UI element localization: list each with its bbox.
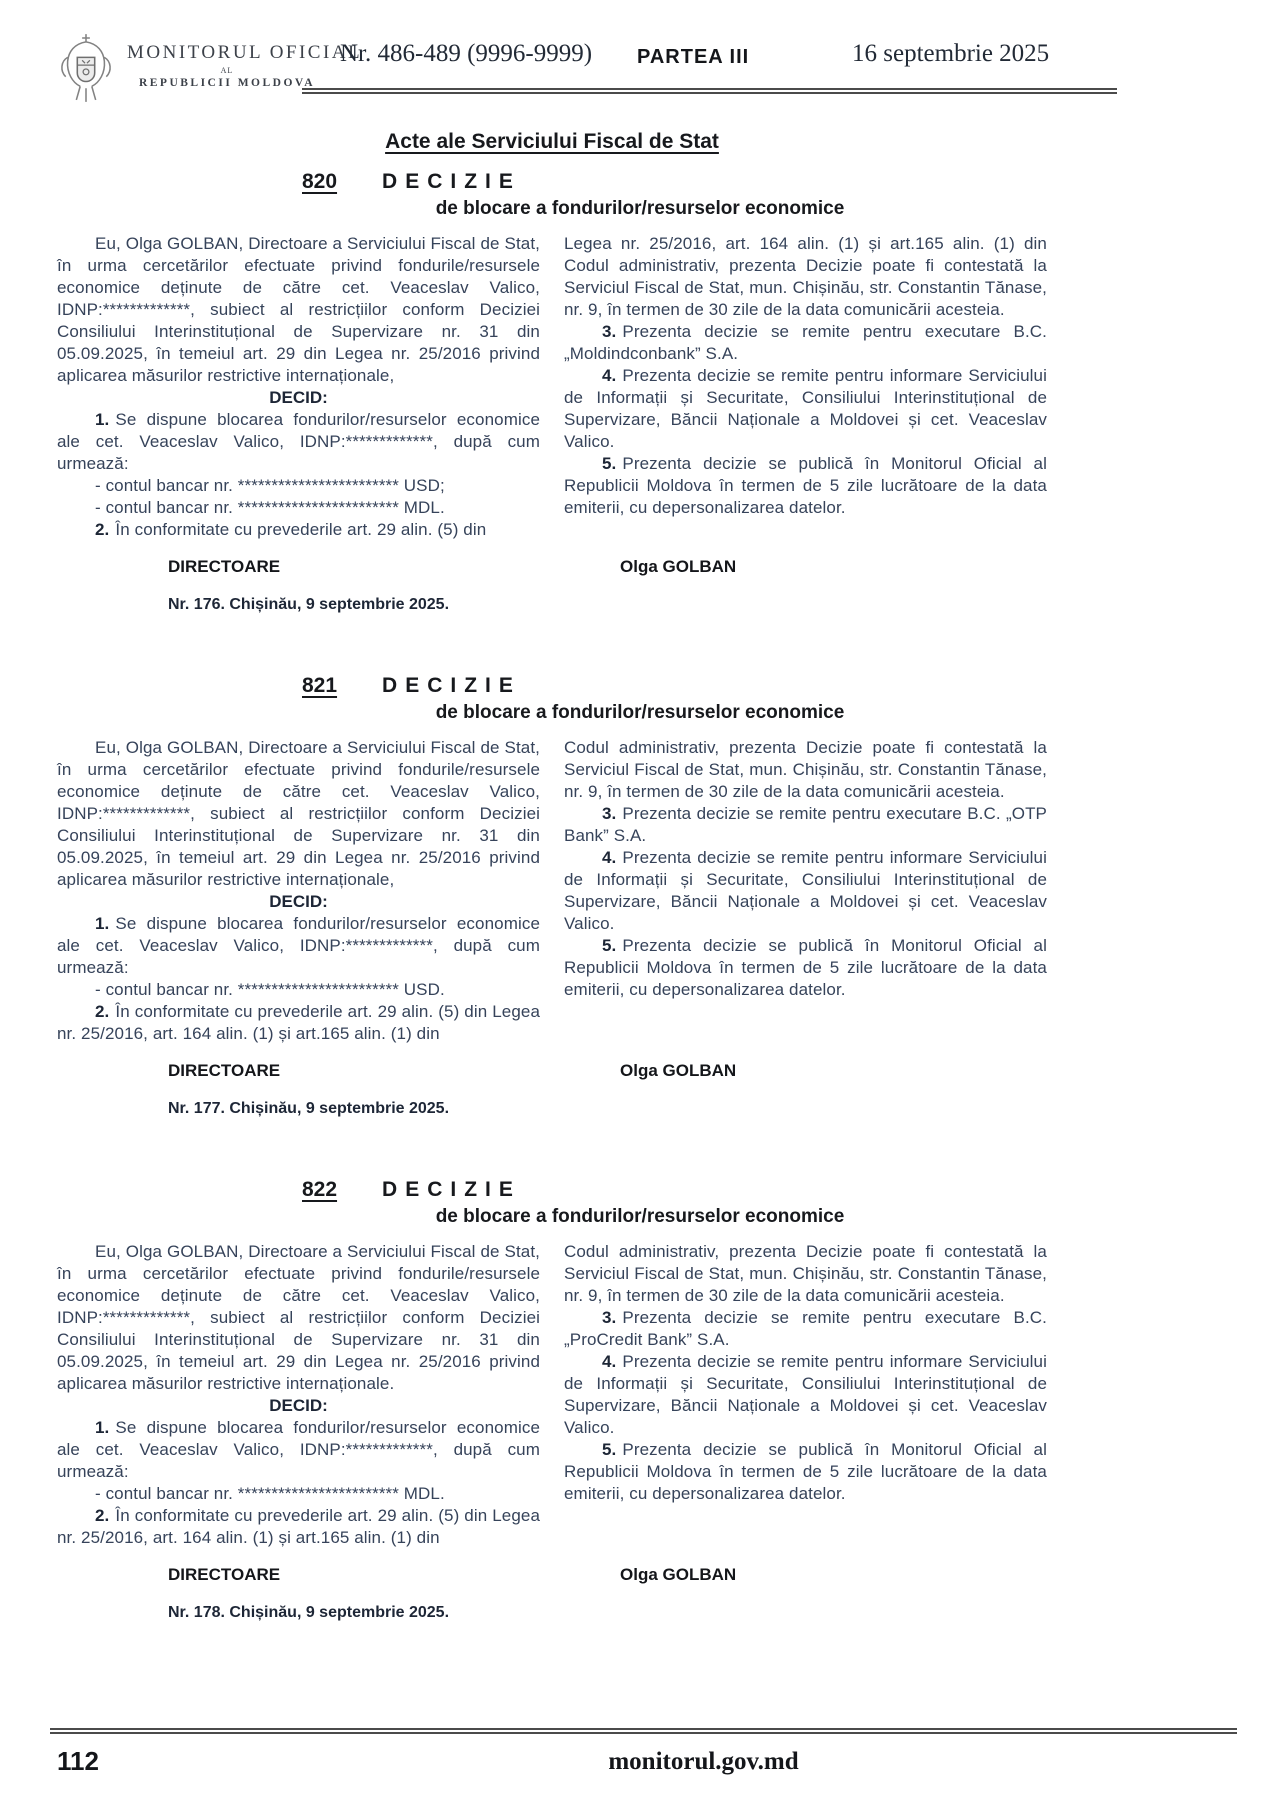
left-column: [57, 233, 540, 541]
issue-number: Nr. 486-489 (9996-9999): [340, 40, 593, 67]
decision-title: DECIZIE: [382, 1178, 521, 1201]
decision-heading: [57, 1178, 1047, 1202]
page-number: 112: [57, 1746, 99, 1776]
right-column: [564, 1241, 1047, 1549]
paragraph: 1. Se dispune blocarea fondurilor/resurselor economice ale cet. Veaceslav Valico, IDNP:*************, după cum urmează:: [57, 914, 540, 977]
account-line: - contul bancar nr. ************************ MDL.: [95, 1484, 445, 1503]
signature-name: Olga GOLBAN: [620, 1565, 737, 1584]
masthead-rule: [302, 88, 1117, 94]
intro-paragraph: Eu, Olga GOLBAN, Directoare a Serviciului Fiscal de Stat, în urma cercetărilor efectuate privind fondurile/resursele economice deținute de către cet. Veaceslav Valico, IDNP:*************, subiect al restricțiilor conform Deciziei Consiliului Interinstituțional de Supervizare nr. 31 din 05.09.2025, în temeiul art. 29 din Legea nr. 25/2016 privind aplicarea măsurilor restrictive internaționale,: [57, 738, 540, 889]
website-text: monitorul.gov.md: [608, 1748, 799, 1775]
text-area: [57, 130, 1047, 1622]
decision-reference: Nr. 178. Chișinău, 9 septembrie 2025.: [168, 1604, 450, 1621]
decision-body: [57, 1241, 1047, 1549]
brand-line-3: REPUBLICII MOLDOVA: [138, 77, 316, 89]
brand-line-1: MONITORUL OFICIAL: [127, 42, 363, 63]
signature-row: [57, 1061, 1047, 1081]
issue-date: 16 septembrie 2025: [852, 40, 1050, 67]
decid-label: DECID:: [269, 892, 328, 911]
decision-number: 820: [302, 170, 338, 193]
signature-role: DIRECTOARE: [168, 1061, 281, 1080]
left-column: [57, 1241, 540, 1549]
signature-name: Olga GOLBAN: [620, 1061, 737, 1080]
decision-820: [57, 170, 1047, 614]
decision-heading: [57, 170, 1047, 194]
paragraph: 5. Prezenta decizie se publică în Monitorul Oficial al Republicii Moldova în termen de 5 zile lucrătoare de la data emiterii, cu depersonalizarea datelor.: [564, 454, 1047, 517]
right-column: [564, 737, 1047, 1045]
decision-number: 821: [302, 674, 338, 697]
paragraph: 2. În conformitate cu prevederile art. 29 alin. (5) din Legea nr. 25/2016, art. 164 alin. (1) și art.165 alin. (1) din: [57, 1506, 540, 1547]
decision-heading: [57, 674, 1047, 698]
paragraph: 1. Se dispune blocarea fondurilor/resurselor economice ale cet. Veaceslav Valico, IDNP:*************, după cum urmează:: [57, 410, 540, 473]
paragraph: 2. În conformitate cu prevederile art. 29 alin. (5) din Legea nr. 25/2016, art. 164 alin. (1) și art.165 alin. (1) din: [57, 1002, 540, 1043]
section-title: Acte ale Serviciului Fiscal de Stat: [385, 130, 719, 153]
decid-label: DECID:: [269, 388, 328, 407]
account-line: - contul bancar nr. ************************ USD.: [95, 980, 445, 999]
signature-role: DIRECTOARE: [168, 1565, 281, 1584]
decision-reference: Nr. 176. Chișinău, 9 septembrie 2025.: [168, 596, 450, 613]
decision-title: DECIZIE: [382, 170, 521, 193]
masthead: [57, 30, 1235, 116]
decision-subtitle: de blocare a fondurilor/resurselor economice: [435, 702, 845, 723]
paragraph: Legea nr. 25/2016, art. 164 alin. (1) și art.165 alin. (1) din Codul administrativ, prezenta Decizie poate fi contestată la Serviciul Fiscal de Stat, mun. Chișinău, str. Constantin Tănase, nr. 9, în termen de 30 zile de la data comunicării acesteia.: [564, 234, 1047, 319]
signature-role: DIRECTOARE: [168, 557, 281, 576]
decision-title: DECIZIE: [382, 674, 521, 697]
decision-822: [57, 1178, 1047, 1622]
signature-row: [57, 1565, 1047, 1585]
brand-line-2: AL: [220, 66, 234, 75]
right-column: [564, 233, 1047, 541]
signature-row: [57, 557, 1047, 577]
paragraph: 3. Prezenta decizie se remite pentru executare B.C. „Moldindconbank” S.A.: [564, 322, 1047, 363]
coat-of-arms-icon: [57, 32, 115, 104]
paragraph: 3. Prezenta decizie se remite pentru executare B.C. „ProCredit Bank” S.A.: [564, 1308, 1047, 1349]
paragraph: 4. Prezenta decizie se remite pentru informare Serviciului de Informații și Securitate, Consiliului Interinstituțional de Supervizare, Băncii Naționale a Moldovei și cet. Veaceslav Valico.: [564, 848, 1047, 933]
decision-reference: Nr. 177. Chișinău, 9 septembrie 2025.: [168, 1100, 450, 1117]
brand-title: [127, 42, 363, 89]
paragraph: Codul administrativ, prezenta Decizie poate fi contestată la Serviciul Fiscal de Stat, mun. Chișinău, str. Constantin Tănase, nr. 9, în termen de 30 zile de la data comunicării acesteia.: [564, 1242, 1047, 1305]
decision-body: [57, 737, 1047, 1045]
decision-subtitle: de blocare a fondurilor/resurselor economice: [435, 198, 845, 219]
paragraph: 3. Prezenta decizie se remite pentru executare B.C. „OTP Bank” S.A.: [564, 804, 1047, 845]
decision-body: [57, 233, 1047, 541]
paragraph: Codul administrativ, prezenta Decizie poate fi contestată la Serviciul Fiscal de Stat, mun. Chișinău, str. Constantin Tănase, nr. 9, în termen de 30 zile de la data comunicării acesteia.: [564, 738, 1047, 801]
paragraph: 5. Prezenta decizie se publică în Monitorul Oficial al Republicii Moldova în termen de 5 zile lucrătoare de la data emiterii, cu depersonalizarea datelor.: [564, 936, 1047, 999]
intro-paragraph: Eu, Olga GOLBAN, Directoare a Serviciului Fiscal de Stat, în urma cercetărilor efectuate privind fondurile/resursele economice deținute de către cet. Veaceslav Valico, IDNP:*************, subiect al restricțiilor conform Deciziei Consiliului Interinstituțional de Supervizare nr. 31 din 05.09.2025, în temeiul art. 29 din Legea nr. 25/2016 privind aplicarea măsurilor restrictive internaționale.: [57, 1242, 540, 1393]
signature-name: Olga GOLBAN: [620, 557, 737, 576]
decision-subtitle: de blocare a fondurilor/resurselor economice: [435, 1206, 845, 1227]
account-line: - contul bancar nr. ************************ MDL.: [95, 498, 445, 517]
paragraph: 4. Prezenta decizie se remite pentru informare Serviciului de Informații și Securitate, Consiliului Interinstituțional de Supervizare, Băncii Naționale a Moldovei și cet. Veaceslav Valico.: [564, 366, 1047, 451]
decid-label: DECID:: [269, 1396, 328, 1415]
decision-number: 822: [302, 1178, 338, 1201]
footer-rule: [50, 1728, 1237, 1734]
paragraph: 1. Se dispune blocarea fondurilor/resurselor economice ale cet. Veaceslav Valico, IDNP:*************, după cum urmează:: [57, 1418, 540, 1481]
paragraph: 2. În conformitate cu prevederile art. 29 alin. (5) din: [95, 520, 487, 539]
paragraph: 5. Prezenta decizie se publică în Monitorul Oficial al Republicii Moldova în termen de 5 zile lucrătoare de la data emiterii, cu depersonalizarea datelor.: [564, 1440, 1047, 1503]
account-line: - contul bancar nr. ************************ USD;: [95, 476, 445, 495]
decision-821: [57, 674, 1047, 1118]
page-footer: [50, 1728, 1237, 1778]
paragraph: 4. Prezenta decizie se remite pentru informare Serviciului de Informații și Securitate, Consiliului Interinstituțional de Supervizare, Băncii Naționale a Moldovei și cet. Veaceslav Valico.: [564, 1352, 1047, 1437]
part-label: PARTEA III: [637, 46, 750, 68]
left-column: [57, 737, 540, 1045]
intro-paragraph: Eu, Olga GOLBAN, Directoare a Serviciului Fiscal de Stat, în urma cercetărilor efectuate privind fondurile/resursele economice deținute de către cet. Veaceslav Valico, IDNP:*************, subiect al restricțiilor conform Deciziei Consiliului Interinstituțional de Supervizare nr. 31 din 05.09.2025, în temeiul art. 29 din Legea nr. 25/2016 privind aplicarea măsurilor restrictive internaționale,: [57, 234, 540, 385]
